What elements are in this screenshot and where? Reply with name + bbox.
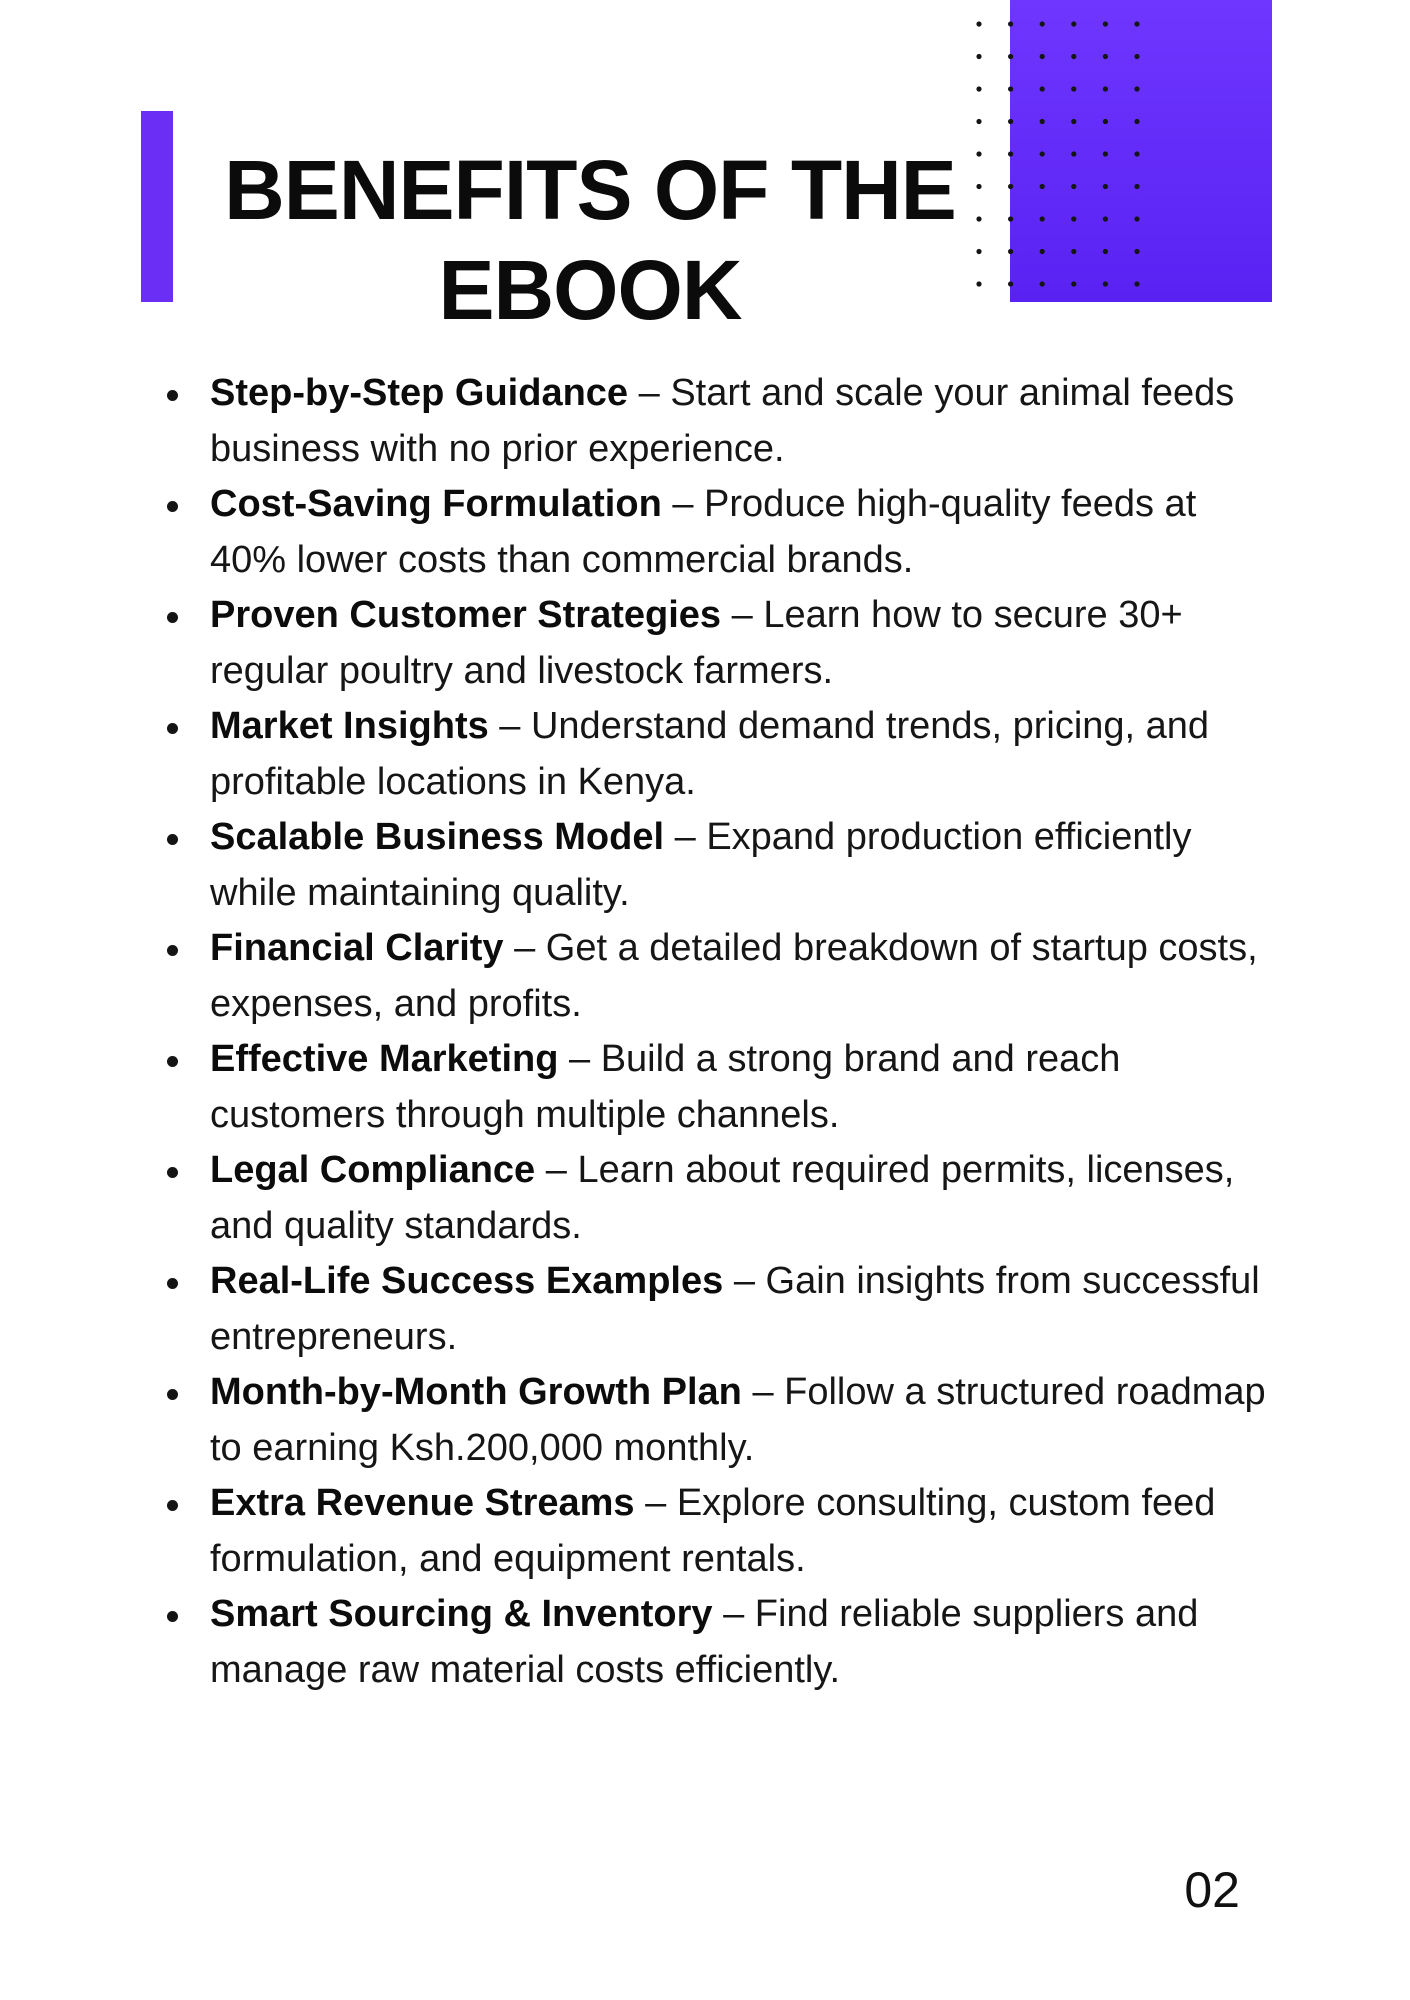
benefit-separator: – (664, 816, 707, 858)
decorative-dot (1008, 281, 1013, 286)
decorative-dot (1071, 86, 1076, 91)
benefit-description: Build a strong brand and reach customers through multiple channels. (210, 1038, 1121, 1136)
benefit-separator: – (741, 1371, 785, 1413)
decorative-dot (976, 184, 981, 189)
page-title-line-1: BENEFITS OF THE (224, 143, 956, 237)
decorative-dot (1134, 281, 1139, 286)
benefit-item (160, 1032, 1280, 1143)
benefit-description: Follow a structured roadmap to earning Ksh.200,000 monthly. (210, 1371, 1266, 1469)
decorative-dot (976, 119, 981, 124)
benefit-description: Gain insights from successful entrepreneurs. (210, 1260, 1260, 1358)
benefit-description: Expand production efficiently while maintaining quality. (210, 816, 1192, 914)
decorative-dot (1134, 216, 1139, 221)
benefit-description: Get a detailed breakdown of startup costs, expenses, and profits. (210, 927, 1258, 1025)
decorative-dot (976, 151, 981, 156)
benefit-separator: – (723, 1260, 766, 1302)
benefit-title: Legal Compliance (210, 1149, 536, 1191)
decorative-dot (1071, 151, 1076, 156)
decorative-dot (976, 216, 981, 221)
benefit-description: Learn about required permits, licenses, and quality standards. (210, 1149, 1235, 1247)
benefit-title: Real-Life Success Examples (210, 1260, 724, 1302)
decorative-dot (1008, 119, 1013, 124)
title-accent-bar (141, 111, 173, 302)
decorative-dot (1103, 184, 1108, 189)
decorative-dot (1103, 119, 1108, 124)
benefit-separator: – (488, 705, 531, 747)
benefit-item (160, 1254, 1280, 1365)
benefit-item (160, 1143, 1280, 1254)
benefit-item (160, 1365, 1280, 1476)
benefit-description: Explore consulting, custom feed formulation, and equipment rentals. (210, 1482, 1216, 1580)
bullet-icon (167, 1611, 178, 1622)
benefit-title: Month-by-Month Growth Plan (210, 1371, 742, 1413)
decorative-dot (1071, 119, 1076, 124)
bullet-icon (167, 1500, 178, 1511)
benefit-item (160, 477, 1280, 588)
benefit-item (160, 588, 1280, 699)
benefits-list (160, 366, 1280, 1698)
decorative-dot (976, 21, 981, 26)
decorative-dot (1134, 21, 1139, 26)
decorative-dot (1040, 54, 1045, 59)
bullet-icon (167, 390, 178, 401)
benefit-title: Effective Marketing (210, 1038, 559, 1080)
bullet-icon (167, 1167, 178, 1178)
decorative-dot (1040, 216, 1045, 221)
benefit-item (160, 1476, 1280, 1587)
decorative-dot (976, 249, 981, 254)
benefit-title: Financial Clarity (210, 927, 504, 969)
benefit-separator: – (721, 594, 764, 636)
decorative-dot (1103, 86, 1108, 91)
benefit-item (160, 699, 1280, 810)
decorative-dot (1134, 151, 1139, 156)
decorative-dot (1040, 21, 1045, 26)
benefit-description: Produce high-quality feeds at 40% lower costs than commercial brands. (210, 483, 1197, 581)
decorative-dot (976, 281, 981, 286)
benefit-separator: – (503, 927, 546, 969)
benefit-description: Start and scale your animal feeds business with no prior experience. (210, 372, 1235, 470)
bullet-icon (167, 612, 178, 623)
decorative-dot (1040, 119, 1045, 124)
benefit-item (160, 366, 1280, 477)
decorative-dot (1008, 86, 1013, 91)
decorative-dot (1134, 54, 1139, 59)
decorative-dot (1103, 216, 1108, 221)
benefit-item (160, 1587, 1280, 1698)
benefit-title: Extra Revenue Streams (210, 1482, 635, 1524)
decorative-dot (1008, 249, 1013, 254)
decorative-dot (1134, 119, 1139, 124)
benefit-title: Cost-Saving Formulation (210, 483, 662, 525)
decorative-dot (1103, 21, 1108, 26)
decorative-dot (1071, 21, 1076, 26)
bullet-icon (167, 834, 178, 845)
benefit-description: Find reliable suppliers and manage raw material costs efficiently. (210, 1593, 1199, 1691)
bullet-icon (167, 501, 178, 512)
decorative-dot (1103, 249, 1108, 254)
bullet-icon (167, 723, 178, 734)
benefit-title: Step-by-Step Guidance (210, 372, 629, 414)
decorative-dot (1134, 249, 1139, 254)
decorative-dot (1103, 281, 1108, 286)
decorative-dot (1008, 184, 1013, 189)
page-title-line-2: EBOOK (438, 243, 742, 337)
decorative-dot (1040, 151, 1045, 156)
decorative-dot (1071, 54, 1076, 59)
decorative-dot (1040, 86, 1045, 91)
benefit-title: Proven Customer Strategies (210, 594, 722, 636)
decorative-dot (1071, 249, 1076, 254)
decorative-dot (1103, 151, 1108, 156)
decorative-dot (1071, 216, 1076, 221)
benefit-separator: – (535, 1149, 578, 1191)
benefit-title: Market Insights (210, 705, 489, 747)
decorative-dot (1040, 281, 1045, 286)
page-title (210, 140, 970, 340)
decorative-dot (1071, 281, 1076, 286)
decorative-dot (1040, 249, 1045, 254)
benefit-item (160, 810, 1280, 921)
benefit-title: Smart Sourcing & Inventory (210, 1593, 713, 1635)
decorative-dot (1134, 184, 1139, 189)
decorative-dot (976, 54, 981, 59)
bullet-icon (167, 945, 178, 956)
bullet-icon (167, 1389, 178, 1400)
bullet-icon (167, 1278, 178, 1289)
page-number: 02 (1184, 1862, 1240, 1918)
benefit-description: Learn how to secure 30+ regular poultry and livestock farmers. (210, 594, 1183, 692)
benefit-item (160, 921, 1280, 1032)
benefit-separator: – (628, 372, 671, 414)
benefit-separator: – (634, 1482, 677, 1524)
decorative-dot (1103, 54, 1108, 59)
decorative-dot (1008, 54, 1013, 59)
decorative-dot (1008, 216, 1013, 221)
decorative-dot (1008, 21, 1013, 26)
benefit-title: Scalable Business Model (210, 816, 665, 858)
benefit-separator: – (661, 483, 705, 525)
decorative-dot (1040, 184, 1045, 189)
decorative-dot (976, 86, 981, 91)
decorative-dot (1134, 86, 1139, 91)
decorative-dot-grid (976, 21, 1146, 295)
benefit-separator: – (558, 1038, 601, 1080)
bullet-icon (167, 1056, 178, 1067)
benefit-separator: – (712, 1593, 755, 1635)
benefit-description: Understand demand trends, pricing, and profitable locations in Kenya. (210, 705, 1210, 803)
decorative-dot (1008, 151, 1013, 156)
decorative-dot (1071, 184, 1076, 189)
